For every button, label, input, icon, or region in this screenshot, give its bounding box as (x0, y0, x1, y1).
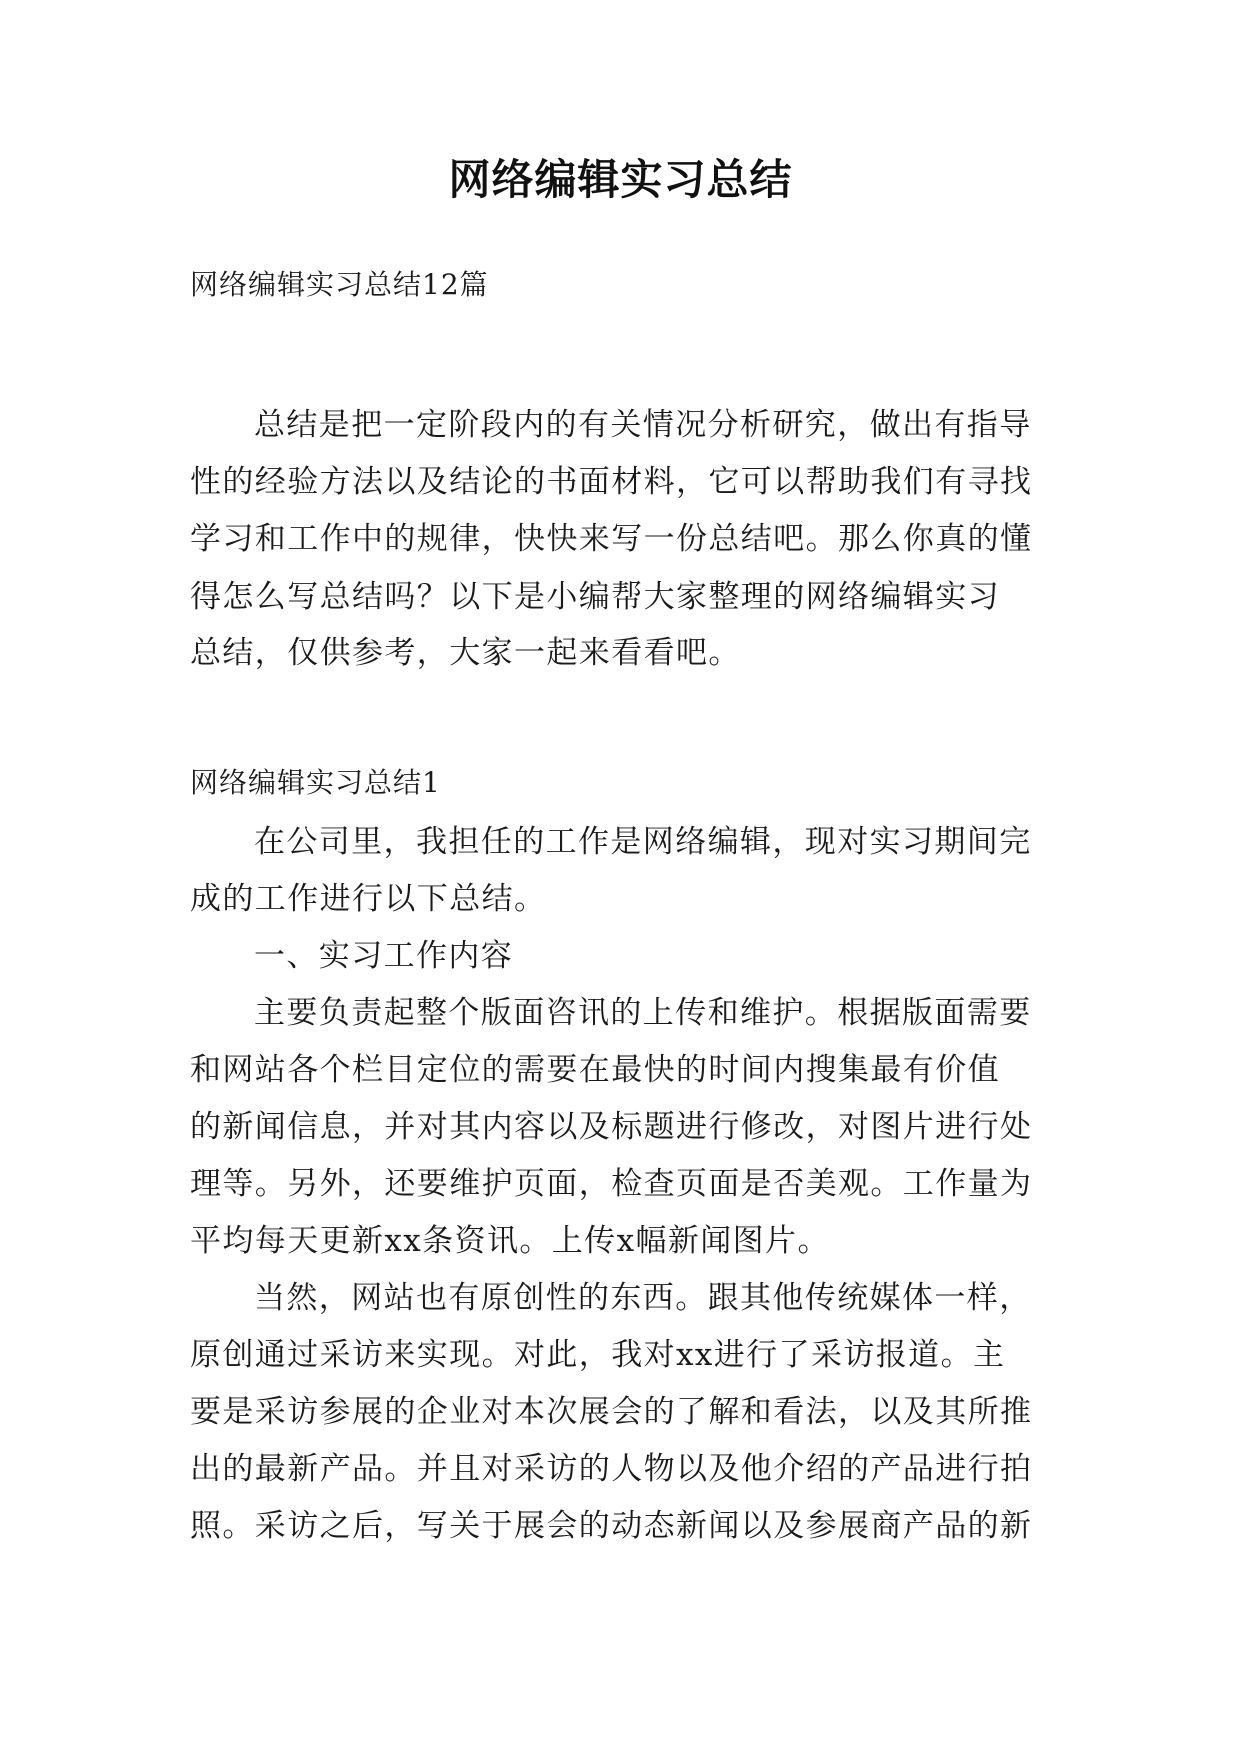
body-line: 要是采访参展的企业对本次展会的了解和看法，以及其所推 (190, 1394, 1033, 1430)
intro-line: 学习和工作中的规律，快快来写一份总结吧。那么你真的懂 (190, 521, 1033, 557)
body-line: 在公司里，我担任的工作是网络编辑，现对实习期间完 (254, 824, 1032, 860)
intro-line: 得怎么写总结吗？以下是小编帮大家整理的网络编辑实习 (190, 579, 1000, 615)
body-line: 平均每天更新xx条资讯。上传x幅新闻图片。 (190, 1223, 830, 1259)
body-line: 的新闻信息，并对其内容以及标题进行修改，对图片进行处 (190, 1109, 1033, 1145)
document-subtitle: 网络编辑实习总结12篇 (190, 268, 489, 301)
body-line: 出的最新产品。并且对采访的人物以及他介绍的产品进行拍 (190, 1451, 1033, 1487)
body-line: 照。采访之后，写关于展会的动态新闻以及参展商产品的新 (190, 1508, 1033, 1544)
intro-line: 总结，仅供参考，大家一起来看看吧。 (190, 635, 741, 671)
body-line: 和网站各个栏目定位的需要在最快的时间内搜集最有价值 (190, 1052, 1000, 1088)
intro-line: 总结是把一定阶段内的有关情况分析研究，做出有指导 (254, 407, 1032, 443)
section-heading: 网络编辑实习总结1 (190, 766, 441, 799)
body-line: 原创通过采访来实现。对此，我对xx进行了采访报道。主 (190, 1337, 1006, 1373)
body-line: 当然，网站也有原创性的东西。跟其他传统媒体一样， (254, 1280, 1032, 1316)
body-line: 成的工作进行以下总结。 (190, 881, 547, 917)
body-line: 主要负责起整个版面咨讯的上传和维护。根据版面需要 (254, 995, 1032, 1031)
document-title: 网络编辑实习总结 (448, 155, 793, 204)
intro-line: 性的经验方法以及结论的书面材料，它可以帮助我们有寻找 (190, 464, 1033, 500)
body-line: 一、实习工作内容 (254, 938, 514, 974)
body-line: 理等。另外，还要维护页面，检查页面是否美观。工作量为 (190, 1166, 1033, 1202)
